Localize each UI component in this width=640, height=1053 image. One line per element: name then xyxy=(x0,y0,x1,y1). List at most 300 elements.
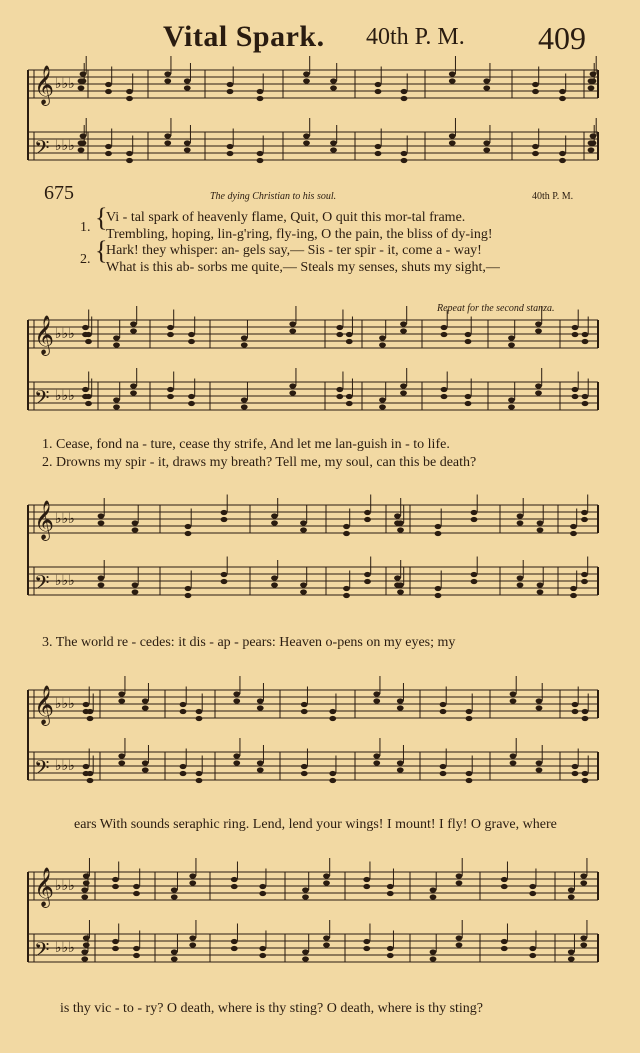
note-head xyxy=(532,144,539,149)
note-head xyxy=(536,698,543,703)
note-head xyxy=(185,524,192,529)
note-head xyxy=(87,716,94,721)
note-head xyxy=(568,956,575,961)
note-head xyxy=(449,71,456,76)
note-head xyxy=(568,894,575,899)
note-head xyxy=(112,877,119,882)
note-head xyxy=(301,764,308,769)
note-head xyxy=(346,339,353,344)
note-head xyxy=(387,891,394,896)
note-head xyxy=(379,397,386,402)
note-head xyxy=(301,709,308,714)
note-head xyxy=(537,582,544,587)
note-head xyxy=(113,397,120,402)
note-head xyxy=(336,332,343,337)
note-head xyxy=(142,698,149,703)
note-head xyxy=(257,767,264,772)
note-head xyxy=(570,586,577,591)
note-head xyxy=(435,524,442,529)
note-head xyxy=(271,575,278,580)
note-head xyxy=(336,325,343,330)
note-head xyxy=(456,942,463,947)
note-head xyxy=(78,147,85,152)
note-head xyxy=(483,78,490,83)
note-head xyxy=(440,764,447,769)
note-head xyxy=(570,524,577,529)
note-head xyxy=(580,942,587,947)
note-head xyxy=(400,321,407,326)
note-head xyxy=(81,949,88,954)
note-head xyxy=(363,939,370,944)
note-head xyxy=(227,144,234,149)
note-head xyxy=(85,332,92,337)
note-head xyxy=(142,705,149,710)
note-head xyxy=(501,939,508,944)
note-head xyxy=(582,401,589,406)
note-head xyxy=(257,705,264,710)
note-head xyxy=(572,325,579,330)
note-head xyxy=(364,517,371,522)
note-head xyxy=(164,71,171,76)
note-head xyxy=(132,527,139,532)
note-head xyxy=(568,887,575,892)
note-head xyxy=(289,321,296,326)
note-head xyxy=(164,133,171,138)
note-head xyxy=(430,949,437,954)
key-signature-icon: ♭♭♭ xyxy=(55,388,75,404)
note-head xyxy=(580,880,587,885)
note-head xyxy=(303,71,310,76)
note-head xyxy=(81,887,88,892)
note-head xyxy=(189,942,196,947)
note-head xyxy=(259,953,266,958)
note-head xyxy=(456,880,463,885)
note-head xyxy=(517,520,524,525)
note-head xyxy=(508,342,515,347)
note-head xyxy=(130,328,137,333)
key-signature-icon: ♭♭♭ xyxy=(55,696,75,712)
note-head xyxy=(227,151,234,156)
note-head xyxy=(510,698,517,703)
note-head xyxy=(441,387,448,392)
note-head xyxy=(126,96,133,101)
note-head xyxy=(184,140,191,145)
note-head xyxy=(572,709,579,714)
note-head xyxy=(112,946,119,951)
note-head xyxy=(80,133,87,138)
note-head xyxy=(435,531,442,536)
note-head xyxy=(588,140,595,145)
note-head xyxy=(397,527,404,532)
note-head xyxy=(581,510,588,515)
note-head xyxy=(118,753,125,758)
note-head xyxy=(535,328,542,333)
note-head xyxy=(343,586,350,591)
note-head xyxy=(118,760,125,765)
note-head xyxy=(126,89,133,94)
note-head xyxy=(401,151,408,156)
note-head xyxy=(471,517,478,522)
note-head xyxy=(441,325,448,330)
note-head xyxy=(346,332,353,337)
note-head xyxy=(590,133,597,138)
key-signature-icon: ♭♭♭ xyxy=(55,511,75,527)
note-head xyxy=(133,884,140,889)
note-head xyxy=(456,873,463,878)
hymn-number: 675 xyxy=(44,182,74,204)
note-head xyxy=(397,582,404,587)
note-head xyxy=(188,401,195,406)
note-head xyxy=(559,96,566,101)
note-head xyxy=(98,513,105,518)
note-head xyxy=(400,390,407,395)
note-head xyxy=(78,85,85,90)
note-head xyxy=(373,753,380,758)
note-head xyxy=(449,78,456,83)
note-head xyxy=(580,935,587,940)
note-head xyxy=(537,520,544,525)
note-head xyxy=(529,891,536,896)
note-head xyxy=(271,513,278,518)
note-head xyxy=(466,771,473,776)
note-head xyxy=(231,939,238,944)
key-signature-icon: ♭♭♭ xyxy=(55,758,75,774)
bass-clef-icon: 𝄢 xyxy=(34,756,50,784)
note-head xyxy=(323,942,330,947)
note-head xyxy=(529,946,536,951)
note-head xyxy=(568,949,575,954)
note-head xyxy=(430,887,437,892)
verse-1-line-2: Trembling, hoping, lin-g'ring, fly-ing, O the pain, the bliss of dy-ing! xyxy=(106,227,493,242)
verse-1-line-1: Vi - tal spark of heavenly flame, Quit, O quit this mor-tal frame. xyxy=(106,210,466,225)
note-head xyxy=(189,935,196,940)
note-head xyxy=(231,884,238,889)
note-head xyxy=(167,332,174,337)
note-head xyxy=(180,709,187,714)
note-head xyxy=(180,702,187,707)
note-head xyxy=(118,691,125,696)
note-head xyxy=(449,133,456,138)
note-head xyxy=(532,89,539,94)
note-head xyxy=(271,582,278,587)
note-head xyxy=(517,582,524,587)
meter-label: 40th P. M. xyxy=(532,191,574,202)
note-head xyxy=(471,572,478,577)
note-head xyxy=(570,593,577,598)
note-head xyxy=(430,956,437,961)
hymn-dedication: The dying Christian to his soul. xyxy=(210,191,337,202)
note-head xyxy=(535,390,542,395)
note-head xyxy=(105,144,112,149)
hymn-title: Vital Spark. xyxy=(163,20,325,53)
note-head xyxy=(81,956,88,961)
note-head xyxy=(233,753,240,758)
note-head xyxy=(302,887,309,892)
system-2-lyric-1: 1. Cease, fond na - ture, cease thy strife, And let me lan-guish in - to life. xyxy=(42,437,450,452)
note-head xyxy=(167,325,174,330)
note-head xyxy=(105,151,112,156)
note-head xyxy=(449,140,456,145)
note-head xyxy=(400,383,407,388)
note-head xyxy=(397,705,404,710)
note-head xyxy=(535,383,542,388)
treble-clef-icon: 𝄞 xyxy=(34,867,55,907)
key-signature-icon: ♭♭♭ xyxy=(55,940,75,956)
note-head xyxy=(221,510,228,515)
note-head xyxy=(435,593,442,598)
note-head xyxy=(508,397,515,402)
treble-clef-icon: 𝄞 xyxy=(34,65,55,105)
system-5-lyric: is thy vic - to - ry? O death, where is thy sting? O death, where is thy sting? xyxy=(60,1001,484,1016)
note-head xyxy=(233,760,240,765)
note-head xyxy=(259,946,266,951)
note-head xyxy=(196,709,203,714)
note-head xyxy=(508,404,515,409)
note-head xyxy=(221,572,228,577)
note-head xyxy=(167,387,174,392)
verse-2-number: 2. xyxy=(80,252,91,267)
note-head xyxy=(397,760,404,765)
note-head xyxy=(572,702,579,707)
note-head xyxy=(132,589,139,594)
note-head xyxy=(171,949,178,954)
note-head xyxy=(394,513,401,518)
note-head xyxy=(130,321,137,326)
note-head xyxy=(401,96,408,101)
note-head xyxy=(133,946,140,951)
note-head xyxy=(241,342,248,347)
note-head xyxy=(302,894,309,899)
note-head xyxy=(508,335,515,340)
note-head xyxy=(301,702,308,707)
note-head xyxy=(330,147,337,152)
note-head xyxy=(196,771,203,776)
note-head xyxy=(301,771,308,776)
note-head xyxy=(397,767,404,772)
note-head xyxy=(164,140,171,145)
note-head xyxy=(483,85,490,90)
note-head xyxy=(189,873,196,878)
note-head xyxy=(130,383,137,388)
note-head xyxy=(394,575,401,580)
note-head xyxy=(440,702,447,707)
note-head xyxy=(397,698,404,703)
note-head xyxy=(289,383,296,388)
note-head xyxy=(588,147,595,152)
note-head xyxy=(303,140,310,145)
note-head xyxy=(582,339,589,344)
note-head xyxy=(289,328,296,333)
note-head xyxy=(171,894,178,899)
note-head xyxy=(105,89,112,94)
note-head xyxy=(164,78,171,83)
note-head xyxy=(387,953,394,958)
key-signature-icon: ♭♭♭ xyxy=(55,326,75,342)
note-head xyxy=(98,520,105,525)
note-head xyxy=(456,935,463,940)
key-signature-icon: ♭♭♭ xyxy=(55,138,75,154)
bass-clef-icon: 𝄢 xyxy=(34,386,50,414)
note-head xyxy=(302,956,309,961)
note-head xyxy=(189,880,196,885)
note-head xyxy=(440,771,447,776)
note-head xyxy=(363,884,370,889)
note-head xyxy=(188,332,195,337)
note-head xyxy=(559,151,566,156)
note-head xyxy=(375,151,382,156)
note-head xyxy=(98,582,105,587)
note-head xyxy=(80,71,87,76)
note-head xyxy=(582,394,589,399)
note-head xyxy=(510,753,517,758)
note-head xyxy=(227,82,234,87)
note-head xyxy=(83,880,90,885)
note-head xyxy=(303,133,310,138)
note-head xyxy=(401,158,408,163)
note-head xyxy=(329,771,336,776)
note-head xyxy=(581,572,588,577)
note-head xyxy=(185,531,192,536)
note-head xyxy=(572,764,579,769)
note-head xyxy=(364,572,371,577)
note-head xyxy=(330,140,337,145)
note-head xyxy=(133,953,140,958)
note-head xyxy=(517,513,524,518)
note-head xyxy=(130,390,137,395)
note-head xyxy=(241,404,248,409)
note-head xyxy=(87,709,94,714)
note-head xyxy=(441,332,448,337)
verse-2-line-2: What is this ab- sorbs me quite,— Steals my senses, shuts my sight,— xyxy=(106,260,500,275)
note-head xyxy=(375,144,382,149)
verse-1-brace: { xyxy=(95,203,108,232)
note-head xyxy=(430,894,437,899)
note-head xyxy=(231,946,238,951)
note-head xyxy=(572,771,579,776)
note-head xyxy=(582,771,589,776)
note-head xyxy=(535,321,542,326)
note-head xyxy=(259,884,266,889)
note-head xyxy=(466,716,473,721)
note-head xyxy=(363,877,370,882)
note-head xyxy=(85,339,92,344)
note-head xyxy=(532,151,539,156)
note-head xyxy=(188,394,195,399)
note-head xyxy=(257,158,264,163)
note-head xyxy=(323,935,330,940)
note-head xyxy=(83,873,90,878)
note-head xyxy=(343,531,350,536)
note-head xyxy=(537,589,544,594)
note-head xyxy=(82,325,89,330)
note-head xyxy=(373,691,380,696)
note-head xyxy=(113,404,120,409)
note-head xyxy=(536,760,543,765)
note-head xyxy=(300,582,307,587)
note-head xyxy=(343,524,350,529)
note-head xyxy=(112,884,119,889)
note-head xyxy=(233,691,240,696)
note-head xyxy=(471,579,478,584)
note-head xyxy=(572,394,579,399)
note-head xyxy=(126,151,133,156)
bass-clef-icon: 𝄢 xyxy=(34,938,50,966)
note-head xyxy=(87,778,94,783)
note-head xyxy=(559,158,566,163)
note-head xyxy=(113,335,120,340)
note-head xyxy=(529,884,536,889)
note-head xyxy=(329,716,336,721)
note-head xyxy=(343,593,350,598)
note-head xyxy=(257,89,264,94)
note-head xyxy=(588,78,595,83)
hymn-meter: 40th P. M. xyxy=(366,24,465,50)
bass-clef-icon: 𝄢 xyxy=(34,136,50,164)
note-head xyxy=(581,579,588,584)
note-head xyxy=(501,877,508,882)
note-head xyxy=(387,946,394,951)
note-head xyxy=(373,760,380,765)
note-head xyxy=(303,78,310,83)
note-head xyxy=(271,520,278,525)
note-head xyxy=(330,78,337,83)
note-head xyxy=(196,716,203,721)
note-head xyxy=(300,589,307,594)
note-head xyxy=(536,705,543,710)
note-head xyxy=(257,760,264,765)
note-head xyxy=(323,873,330,878)
note-head xyxy=(363,946,370,951)
note-head xyxy=(465,332,472,337)
note-head xyxy=(221,517,228,522)
note-head xyxy=(397,520,404,525)
note-head xyxy=(517,575,524,580)
note-head xyxy=(83,942,90,947)
note-head xyxy=(532,82,539,87)
note-head xyxy=(142,760,149,765)
note-head xyxy=(81,894,88,899)
key-signature-icon: ♭♭♭ xyxy=(55,76,75,92)
note-head xyxy=(580,873,587,878)
note-head xyxy=(588,85,595,90)
note-head xyxy=(231,877,238,882)
note-head xyxy=(435,586,442,591)
note-head xyxy=(87,771,94,776)
note-head xyxy=(336,387,343,392)
note-head xyxy=(336,394,343,399)
note-head xyxy=(227,89,234,94)
note-head xyxy=(364,510,371,515)
system-3-lyric: 3. The world re - cedes: it dis - ap - pears: Heaven o-pens on my eyes; my xyxy=(42,635,456,650)
note-head xyxy=(259,891,266,896)
verse-1-number: 1. xyxy=(80,220,91,235)
note-head xyxy=(300,520,307,525)
note-head xyxy=(171,887,178,892)
note-head xyxy=(375,82,382,87)
note-head xyxy=(78,140,85,145)
note-head xyxy=(184,78,191,83)
note-head xyxy=(83,935,90,940)
note-head xyxy=(300,527,307,532)
note-head xyxy=(559,89,566,94)
note-head xyxy=(132,582,139,587)
note-head xyxy=(257,151,264,156)
note-head xyxy=(180,764,187,769)
note-head xyxy=(581,517,588,522)
note-head xyxy=(466,709,473,714)
note-head xyxy=(537,527,544,532)
note-head xyxy=(572,387,579,392)
